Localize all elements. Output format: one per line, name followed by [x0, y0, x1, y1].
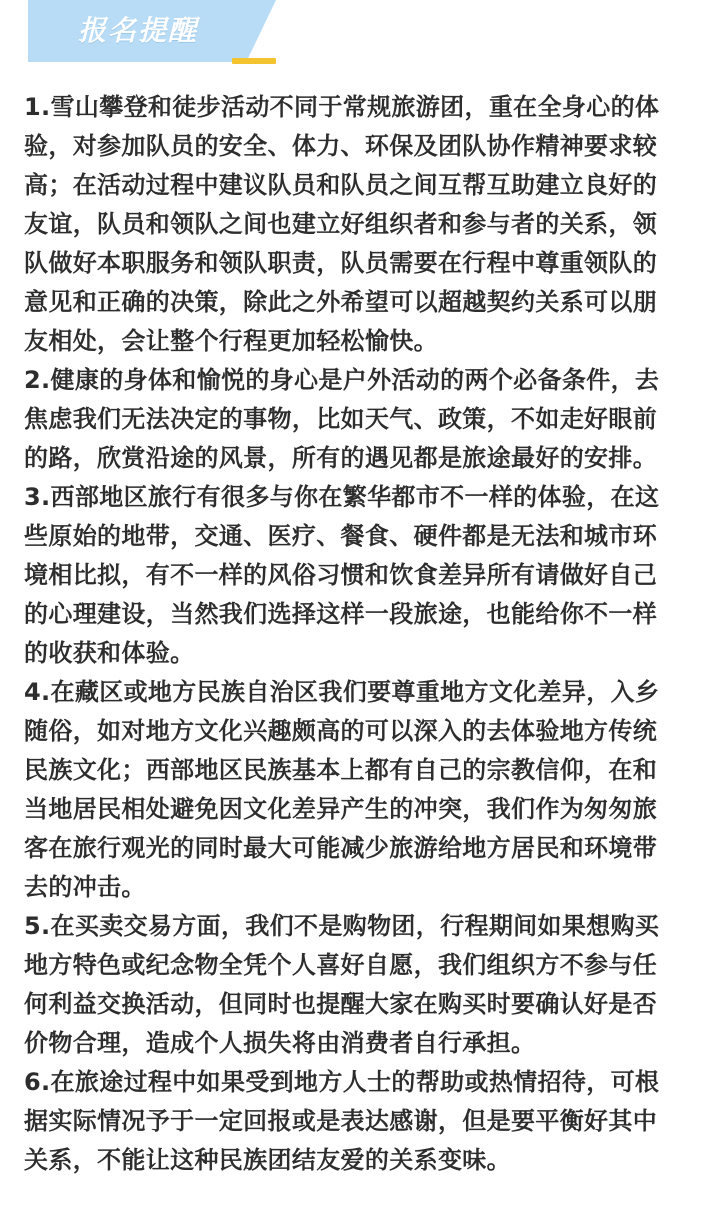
reminder-paragraph-3: 3.西部地区旅行有很多与你在繁华都市不一样的体验，在这些原始的地带，交通、医疗、餐食、硬件都是无法和城市环境相比拟，有不一样的风俗习惯和饮食差异所有请做好自己的心理建设，当然我们选择这样一段旅途，也能给你不一样的收获和体验。 — [24, 483, 660, 667]
reminder-paragraph-6: 6.在旅途过程中如果受到地方人士的帮助或热情招待，可根据实际情况予于一定回报或是表达感谢，但是要平衡好其中关系，不能让这种民族团结友爱的关系变味。 — [24, 1068, 660, 1174]
reminder-content — [24, 88, 680, 1180]
reminder-paragraph-1: 1.雪山攀登和徒步活动不同于常规旅游团，重在全身心的体验，对参加队员的安全、体力、环保及团队协作精神要求较高；在活动过程中建议队员和队员之间互帮互助建立良好的友谊，队员和领队之间也建立好组织者和参与者的关系，领队做好本职服务和领队职责，队员需要在行程中尊重领队的意见和正确的决策，除此之外希望可以超越契约关系可以朋友相处，会让整个行程更加轻松愉快。 — [24, 93, 660, 355]
section-header — [0, 0, 702, 82]
section-title: 报名提醒 — [78, 14, 199, 47]
title-accent-bar — [232, 58, 276, 64]
reminder-paragraph-4: 4.在藏区或地方民族自治区我们要尊重地方文化差异，入乡随俗，如对地方文化兴趣颇高的可以深入的去体验地方传统民族文化；西部地区民族基本上都有自己的宗教信仰，在和当地居民相处避免因文化差异产生的冲突，我们作为匆匆旅客在旅行观光的同时最大可能减少旅游给地方居民和环境带去的冲击。 — [24, 678, 660, 901]
reminder-paragraph-2: 2.健康的身体和愉悦的身心是户外活动的两个必备条件，去焦虑我们无法决定的事物，比如天气、政策，不如走好眼前的路，欣赏沿途的风景，所有的遇见都是旅途最好的安排。 — [24, 366, 660, 472]
reminder-paragraph-5: 5.在买卖交易方面，我们不是购物团，行程期间如果想购买地方特色或纪念物全凭个人喜好自愿，我们组织方不参与任何利益交换活动，但同时也提醒大家在购买时要确认好是否价物合理，造成个人损失将由消费者自行承担。 — [24, 912, 660, 1057]
